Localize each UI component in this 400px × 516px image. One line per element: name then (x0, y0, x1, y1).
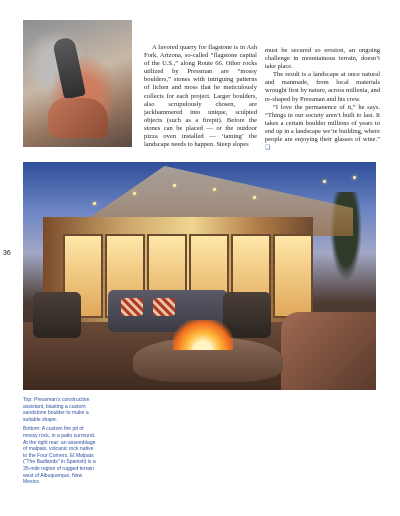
sofa-cushion (153, 298, 175, 316)
fire-flames (173, 320, 233, 350)
string-light (323, 180, 326, 183)
column2-paragraph-3 (265, 104, 380, 153)
caption-top-label: Top: (23, 397, 33, 403)
string-light (253, 196, 256, 199)
string-light (213, 188, 216, 191)
photo-patio-firepit (23, 162, 376, 390)
article-column-1 (144, 44, 257, 149)
page-number: 36 (3, 250, 11, 257)
caption-bottom (23, 426, 98, 485)
caption-top-text: Pressman’s construction assistant, blasting a custom sandstone boulder to make a suitable shape. (23, 397, 90, 423)
photo-worker-blasting-boulder (23, 20, 132, 147)
column2-paragraph-3-text: “I love the permanence of it,” he says. “Things in our society aren’t built to last. It takes a certain boulder millions of years to end up in a landscape we’re building, where people are enjoying their glasses of wine.” (265, 103, 380, 144)
sofa-cushion (121, 298, 143, 316)
column2-paragraph-2: The result is a landscape at once natural and manmade, from local materials wrought first by nature, across millenia, and re-shaped by Pressman and his crew. (265, 71, 380, 103)
end-mark-icon: ❑ (265, 144, 271, 152)
string-light (173, 184, 176, 187)
article-column-2 (265, 47, 380, 152)
photo-caption (23, 397, 98, 489)
caption-bottom-label: Bottom: (23, 426, 41, 433)
worker-figure (52, 36, 86, 99)
string-light (133, 192, 136, 195)
patio-chair-left (33, 292, 81, 338)
column2-paragraph-1: must be secured so erosion, an ongoing challenge in mountainous terrain, doesn’t take place. (265, 47, 380, 71)
caption-top (23, 397, 98, 423)
malpais-rock-wall (281, 312, 376, 390)
column1-paragraph: A favored quarry for flagstone is in Ash Fork, Arizona, so-called “flagstone capital of the U.S.,” along Route 66. Other rocks utilized by Pressman are “mossy boulders,” stones with intriguing patterns of lichen and moss that he meticulously collects for each project. Larger boulders, also scrupulously chosen, are jackhammered into unique, sculpted objects (such as a firepit). Before the stones can be placed — or the outdoor pizza oven installed — ‘taming’ the landscape needs to happen. Steep slopes (144, 44, 257, 149)
sandstone-boulder (48, 98, 108, 138)
string-light (93, 202, 96, 205)
string-light (353, 176, 356, 179)
caption-bottom-text: A custom fire pit of mossy rock, in a patio surround. At the right rear: an assemblage of malpais, volcanic rock native to the Four Corners. El Malpais (“The Badlands” in Spanish) is a 35-mile region of rugged terrain west of Albuquerque, New Mexico. (23, 426, 96, 486)
window-pane (273, 234, 313, 318)
